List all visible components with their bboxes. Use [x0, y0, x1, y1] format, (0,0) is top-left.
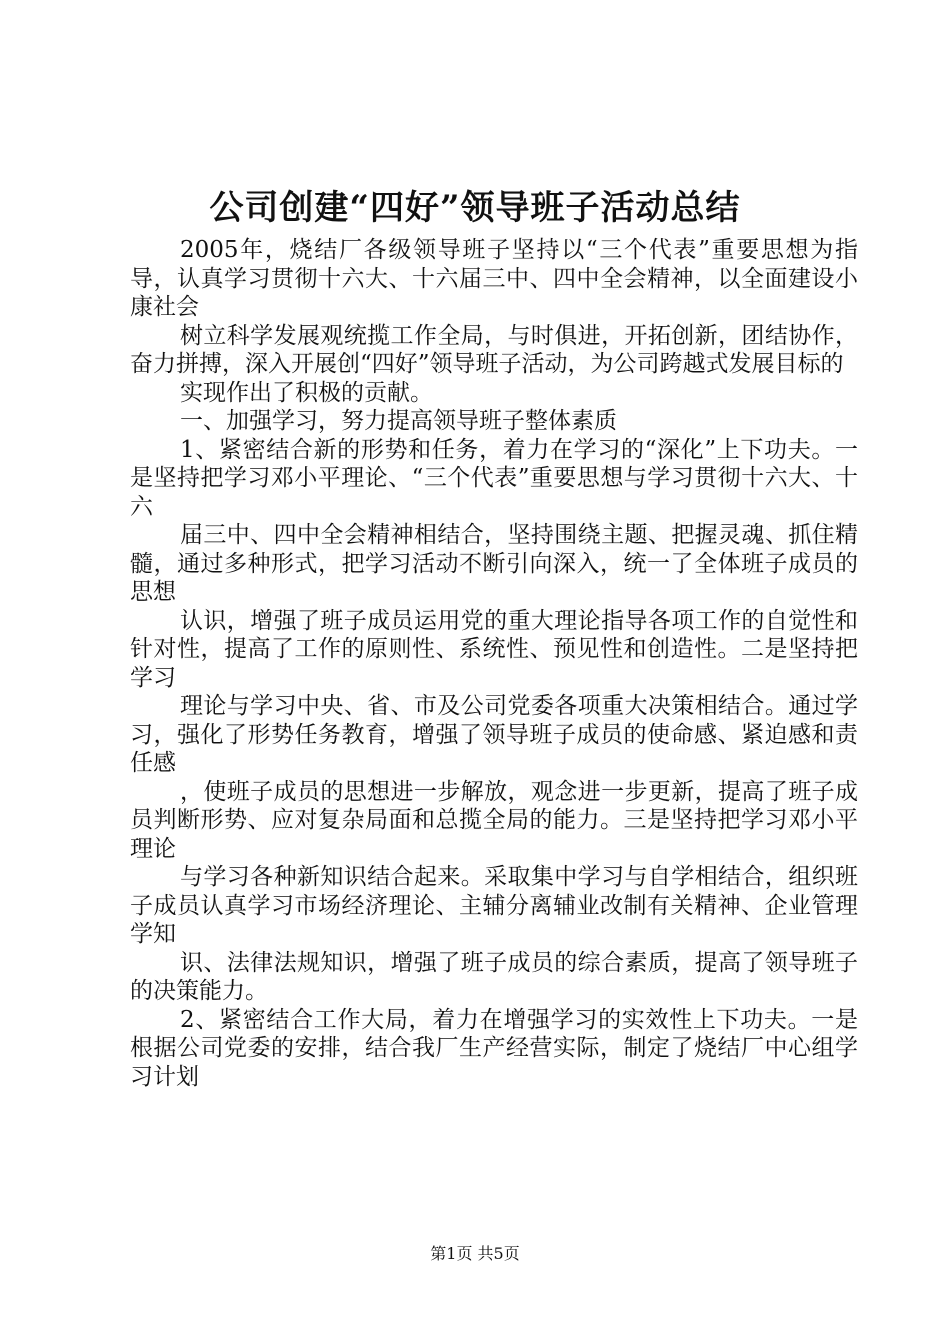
paragraph: 2005年，烧结厂各级领导班子坚持以“三个代表”重要思想为指导，认真学习贯彻十六大、十六届三中、四中全会精神，以全面建设小康社会	[130, 237, 858, 320]
paragraph: 识、法律法规知识，增强了班子成员的综合素质，提高了领导班子的决策能力。	[130, 949, 858, 1004]
paragraph: 2、紧密结合工作大局，着力在增强学习的实效性上下功夫。一是根据公司党委的安排，结合我厂生产经营实际，制定了烧结厂中心组学习计划	[130, 1006, 858, 1090]
paragraph: 实现作出了积极的贡献。	[180, 379, 433, 406]
paragraph: 认识，增强了班子成员运用党的重大理论指导各项工作的自觉性和针对性，提高了工作的原则性、系统性、预见性和创造性。二是坚持把学习	[130, 607, 858, 691]
paragraph: 1、紧密结合新的形势和任务，着力在学习的“深化”上下功夫。一是坚持把学习邓小平理论、“三个代表”重要思想与学习贯彻十六大、十六	[130, 436, 858, 520]
document-title: 公司创建“四好”领导班子活动总结	[209, 188, 741, 228]
page-indicator: 第1页 共5页	[430, 1244, 520, 1263]
document-body	[130, 236, 858, 1091]
section-heading: 一、加强学习，努力提高领导班子整体素质	[180, 408, 617, 434]
paragraph: 与学习各种新知识结合起来。采取集中学习与自学相结合，组织班子成员认真学习市场经济理论、主辅分离辅业改制有关精神、企业管理学知	[130, 864, 858, 947]
paragraph: ，使班子成员的思想进一步解放，观念进一步更新，提高了班子成员判断形势、应对复杂局面和总揽全局的能力。三是坚持把学习邓小平理论	[130, 778, 858, 862]
paragraph: 理论与学习中央、省、市及公司党委各项重大决策相结合。通过学习，强化了形势任务教育，增强了领导班子成员的使命感、紧迫感和责任感	[130, 693, 858, 776]
paragraph: 树立科学发展观统揽工作全局，与时俱进，开拓创新，团结协作，奋力拼搏，深入开展创“四好”领导班子活动，为公司跨越式发展目标的	[130, 322, 858, 377]
paragraph: 届三中、四中全会精神相结合，坚持围绕主题、把握灵魂、抓住精髓，通过多种形式，把学习活动不断引向深入，统一了全体班子成员的思想	[130, 522, 858, 605]
